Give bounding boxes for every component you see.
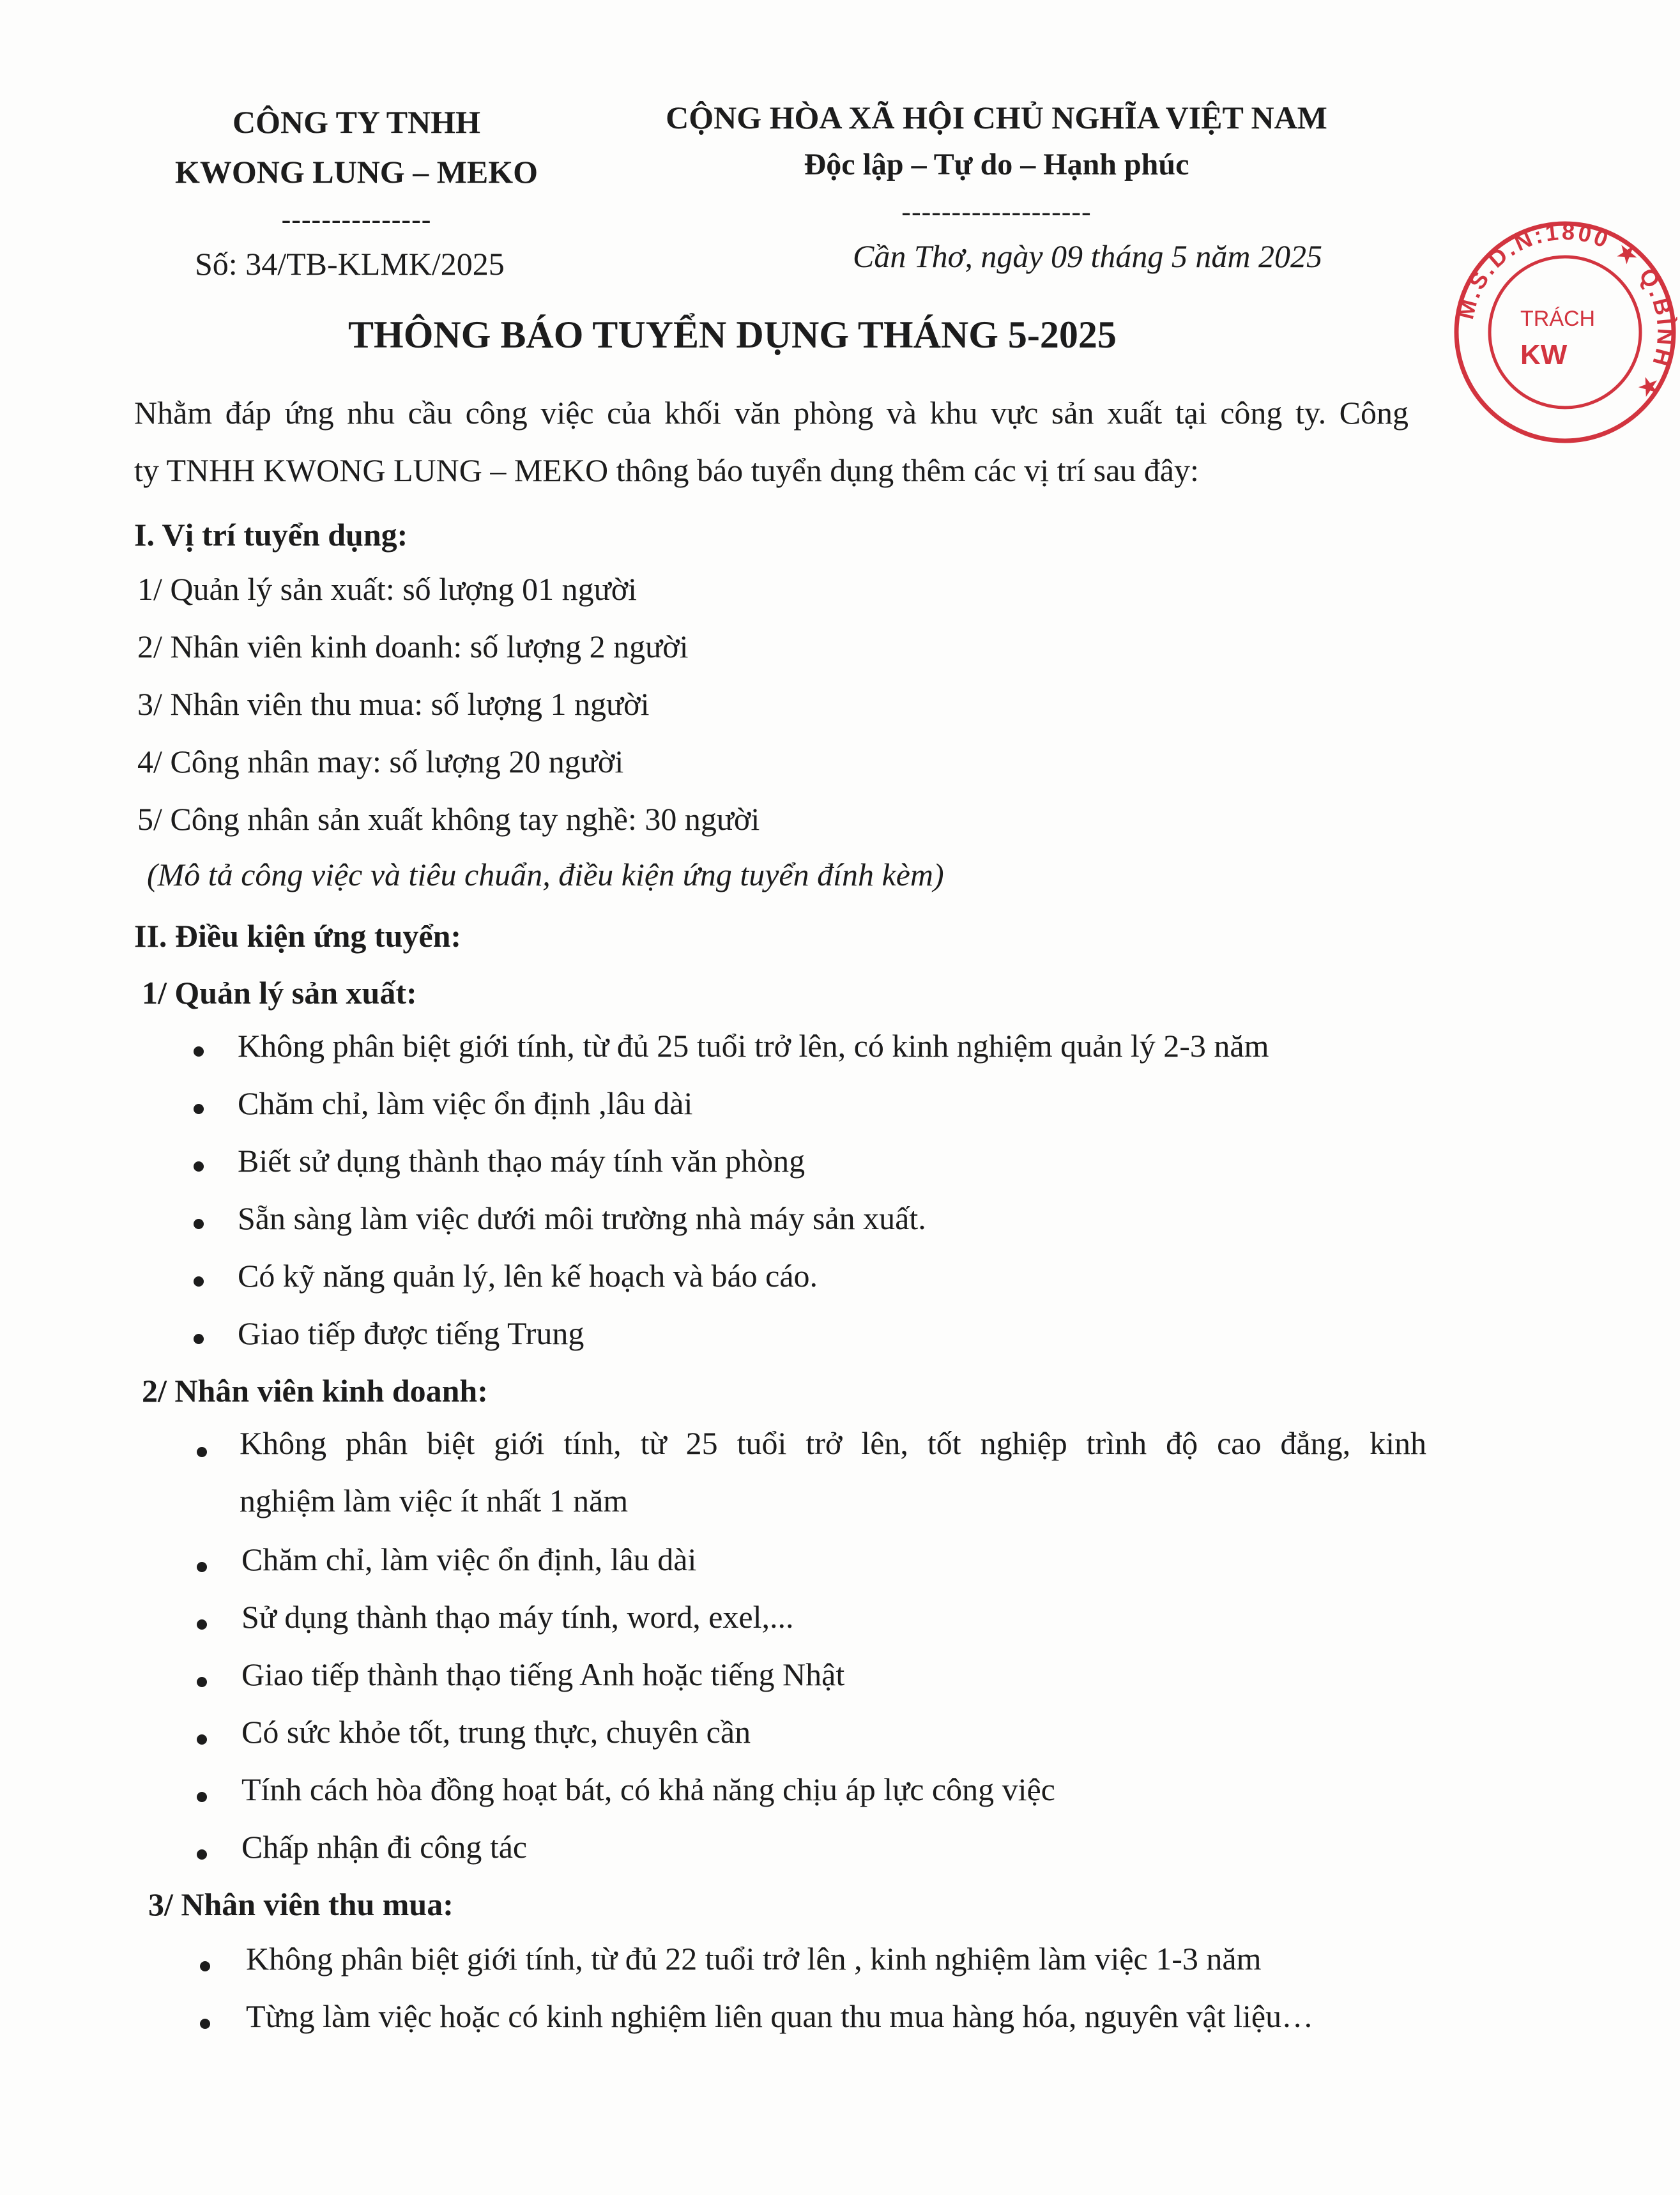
- nation-name: CỘNG HÒA XÃ HỘI CHỦ NGHĨA VIỆT NAM: [666, 100, 1327, 135]
- requirement-item: Không phân biệt giới tính, từ đủ 22 tuổi trở lên , kinh nghiệm làm việc 1-3 năm: [246, 1941, 1262, 1977]
- svg-text:KW: KW: [1520, 339, 1568, 371]
- position-item: 5/ Công nhân sản xuất không tay nghề: 30 người: [137, 801, 760, 837]
- nation-divider: -------------------: [901, 196, 1092, 227]
- bullet: [197, 1734, 207, 1745]
- intro-line-1: Nhằm đáp ứng nhu cầu công việc của khối văn phòng và khu vực sản xuất tại công ty. Công: [134, 395, 1409, 431]
- company-name-line1: CÔNG TY TNHH: [232, 104, 481, 140]
- requirement-item: Từng làm việc hoặc có kinh nghiệm liên quan thu mua hàng hóa, nguyên vật liệu…: [246, 1998, 1314, 2034]
- bullet: [194, 1219, 204, 1229]
- bullet: [197, 1447, 207, 1457]
- requirement-item: Không phân biệt giới tính, từ 25 tuổi trở lên, tốt nghiệp trình độ cao đẳng, kinh: [240, 1425, 1426, 1461]
- bullet: [194, 1276, 204, 1287]
- requirement-item: Giao tiếp được tiếng Trung: [238, 1315, 584, 1351]
- bullet: [194, 1334, 204, 1344]
- svg-text:M.S.D.N:1800 ★ Q.BÌNH ★: M.S.D.N:1800 ★ Q.BÌNH ★: [1452, 218, 1679, 406]
- requirement-item: Sử dụng thành thạo máy tính, word, exel,...: [241, 1599, 794, 1635]
- intro-line-2: ty TNHH KWONG LUNG – MEKO thông báo tuyển dụng thêm các vị trí sau đây:: [134, 452, 1199, 488]
- requirement-item: Giao tiếp thành thạo tiếng Anh hoặc tiếng Nhật: [241, 1656, 845, 1692]
- position-item: 1/ Quản lý sản xuất: số lượng 01 người: [137, 571, 638, 607]
- page-title: THÔNG BÁO TUYỂN DỤNG THÁNG 5-2025: [348, 314, 1117, 356]
- bullet: [197, 1677, 207, 1687]
- requirement-item: Chấp nhận đi công tác: [241, 1829, 528, 1865]
- bullet: [194, 1046, 204, 1057]
- bullet: [197, 1849, 207, 1860]
- requirement-item: Chăm chỉ, làm việc ổn định, lâu dài: [241, 1541, 697, 1577]
- group-heading-production-manager: 1/ Quản lý sản xuất:: [142, 975, 417, 1011]
- company-name-line2: KWONG LUNG – MEKO: [174, 154, 538, 190]
- attachment-note: (Mô tả công việc và tiêu chuẩn, điều kiện ứng tuyển đính kèm): [147, 857, 944, 892]
- group-heading-sales-staff: 2/ Nhân viên kinh doanh:: [142, 1373, 488, 1409]
- requirement-item: Không phân biệt giới tính, từ đủ 25 tuổi trở lên, có kinh nghiệm quản lý 2-3 năm: [238, 1028, 1269, 1064]
- bullet: [194, 1161, 204, 1172]
- section-2-heading: II. Điều kiện ứng tuyển:: [134, 918, 462, 954]
- section-1-heading: I. Vị trí tuyển dụng:: [134, 517, 408, 553]
- requirement-item: Sẵn sàng làm việc dưới môi trường nhà máy sản xuất.: [238, 1200, 926, 1236]
- bullet: [200, 1961, 210, 1971]
- position-item: 3/ Nhân viên thu mua: số lượng 1 người: [137, 686, 650, 722]
- bullet: [197, 1619, 207, 1630]
- bullet: [200, 2019, 210, 2029]
- company-divider: ---------------: [281, 204, 432, 235]
- place-and-date: Cần Thơ, ngày 09 tháng 5 năm 2025: [853, 238, 1323, 274]
- requirement-item: Chăm chỉ, làm việc ổn định ,lâu dài: [238, 1085, 693, 1121]
- document-number: Số: 34/TB-KLMK/2025: [195, 246, 505, 282]
- bullet: [194, 1104, 204, 1114]
- svg-text:TRÁCH: TRÁCH: [1520, 307, 1596, 331]
- requirement-item: Có sức khỏe tốt, trung thực, chuyên cần: [241, 1714, 751, 1750]
- nation-motto: Độc lập – Tự do – Hạnh phúc: [804, 148, 1189, 181]
- company-seal: [1450, 217, 1680, 447]
- requirement-item: Tính cách hòa đồng hoạt bát, có khả năng chịu áp lực công việc: [241, 1771, 1055, 1807]
- position-item: 2/ Nhân viên kinh doanh: số lượng 2 người: [137, 629, 689, 664]
- group-heading-purchasing-staff: 3/ Nhân viên thu mua:: [148, 1886, 454, 1922]
- bullet: [197, 1792, 207, 1802]
- requirement-item-continued: nghiệm làm việc ít nhất 1 năm: [240, 1483, 629, 1518]
- requirement-item: Có kỹ năng quản lý, lên kế hoạch và báo cáo.: [238, 1258, 818, 1294]
- requirement-item: Biết sử dụng thành thạo máy tính văn phòng: [238, 1143, 806, 1179]
- position-item: 4/ Công nhân may: số lượng 20 người: [137, 744, 624, 779]
- bullet: [197, 1562, 207, 1572]
